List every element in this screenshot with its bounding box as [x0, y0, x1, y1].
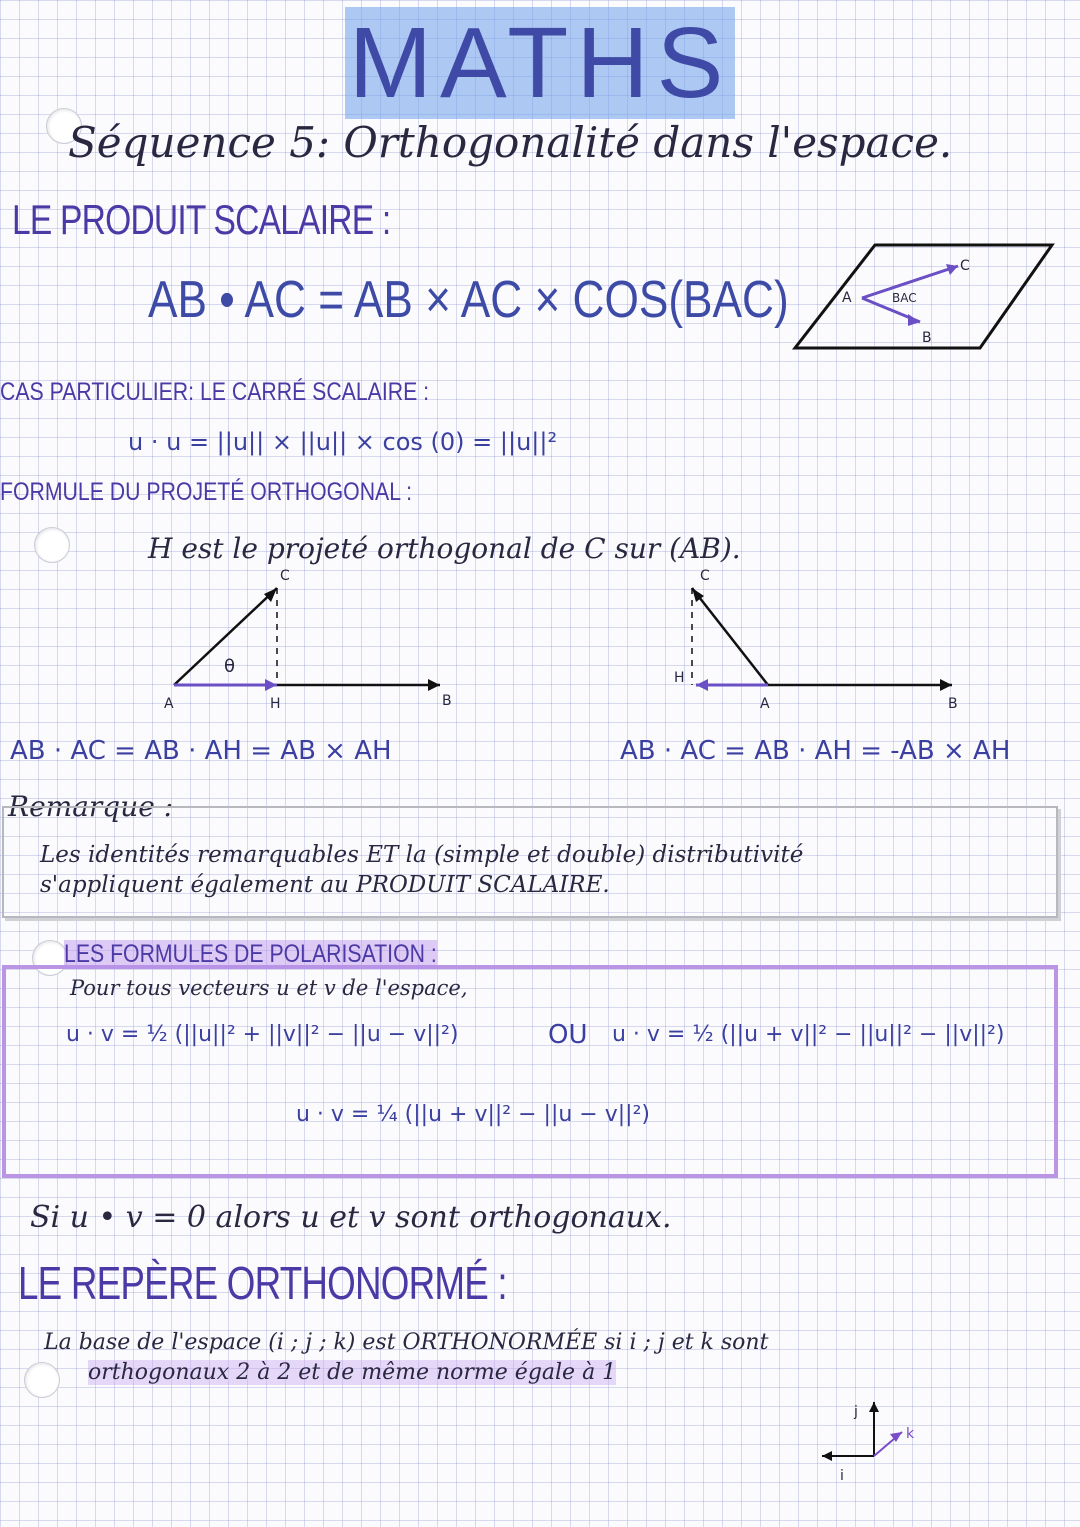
- produit-scalaire-formula: AB • AC = AB × AC × COS(BAC): [148, 271, 789, 329]
- projete-diagram-left: [150, 560, 470, 720]
- polarisation-or: OU: [548, 1020, 588, 1050]
- right-label-a: A: [760, 696, 770, 712]
- axis-label-k: k: [906, 1426, 915, 1442]
- plane-label-b: B: [922, 330, 932, 346]
- remarque-line1: Les identités remarquables ET la (simple et double) distributivité: [40, 842, 804, 868]
- produit-scalaire-heading: LE PRODUIT SCALAIRE :: [12, 196, 391, 243]
- orthogonaux-statement: Si u • v = 0 alors u et v sont orthogonaux.: [30, 1200, 672, 1235]
- repere-axes-diagram: [810, 1392, 940, 1488]
- punch-hole-2: [34, 527, 70, 563]
- polarisation-formula-2: u · v = ½ (||u + v||² − ||u||² − ||v||²): [612, 1022, 1005, 1047]
- right-label-b: B: [948, 696, 958, 712]
- carre-scalaire-formula: u · u = ||u|| × ||u|| × cos (0) = ||u||²: [128, 428, 558, 456]
- left-label-b: B: [442, 693, 452, 709]
- axis-label-j: j: [854, 1404, 858, 1420]
- page-title: MATHS: [0, 6, 1080, 121]
- repere-line2: orthogonaux 2 à 2 et de même norme égale à 1: [88, 1360, 617, 1385]
- left-label-h: H: [270, 696, 281, 712]
- projete-statement: H est le projeté orthogonal de C sur (AB).: [148, 532, 741, 565]
- repere-heading: LE REPÈRE ORTHONORMÉ :: [18, 1257, 507, 1309]
- projete-right-formula: AB · AC = AB · AH = -AB × AH: [620, 736, 1011, 766]
- right-label-c: C: [700, 568, 710, 584]
- punch-hole-4: [24, 1362, 60, 1398]
- plane-angle-label: BAC: [892, 291, 917, 305]
- polarisation-formula-3: u · v = ¼ (||u + v||² − ||u − v||²): [296, 1102, 650, 1127]
- polarisation-intro: Pour tous vecteurs u et v de l'espace,: [70, 976, 468, 1000]
- left-label-theta: θ: [224, 656, 236, 677]
- polarisation-heading: LES FORMULES DE POLARISATION :: [64, 940, 437, 968]
- remarque-line2: s'appliquent également au PRODUIT SCALAIRE.: [40, 872, 610, 898]
- remarque-label: Remarque :: [8, 790, 174, 823]
- sequence-title: Séquence 5: Orthogonalité dans l'espace.: [68, 118, 953, 167]
- polarisation-formula-1: u · v = ½ (||u||² + ||v||² − ||u − v||²): [66, 1022, 459, 1047]
- projete-diagram-right: [660, 560, 980, 720]
- projete-left-formula: AB · AC = AB · AH = AB × AH: [10, 736, 392, 766]
- left-label-a: A: [164, 696, 174, 712]
- right-label-h: H: [674, 670, 685, 686]
- plane-diagram: [780, 230, 1070, 360]
- axis-label-i: i: [840, 1468, 844, 1484]
- plane-label-c: C: [960, 258, 970, 274]
- carre-scalaire-heading: CAS PARTICULIER: LE CARRÉ SCALAIRE :: [0, 378, 430, 406]
- repere-line1: La base de l'espace (i ; j ; k) est ORTHONORMÉE si i ; j et k sont: [44, 1330, 769, 1355]
- projete-heading: FORMULE DU PROJETÉ ORTHOGONAL :: [0, 478, 413, 506]
- left-label-c: C: [280, 568, 290, 584]
- plane-label-a: A: [842, 290, 852, 306]
